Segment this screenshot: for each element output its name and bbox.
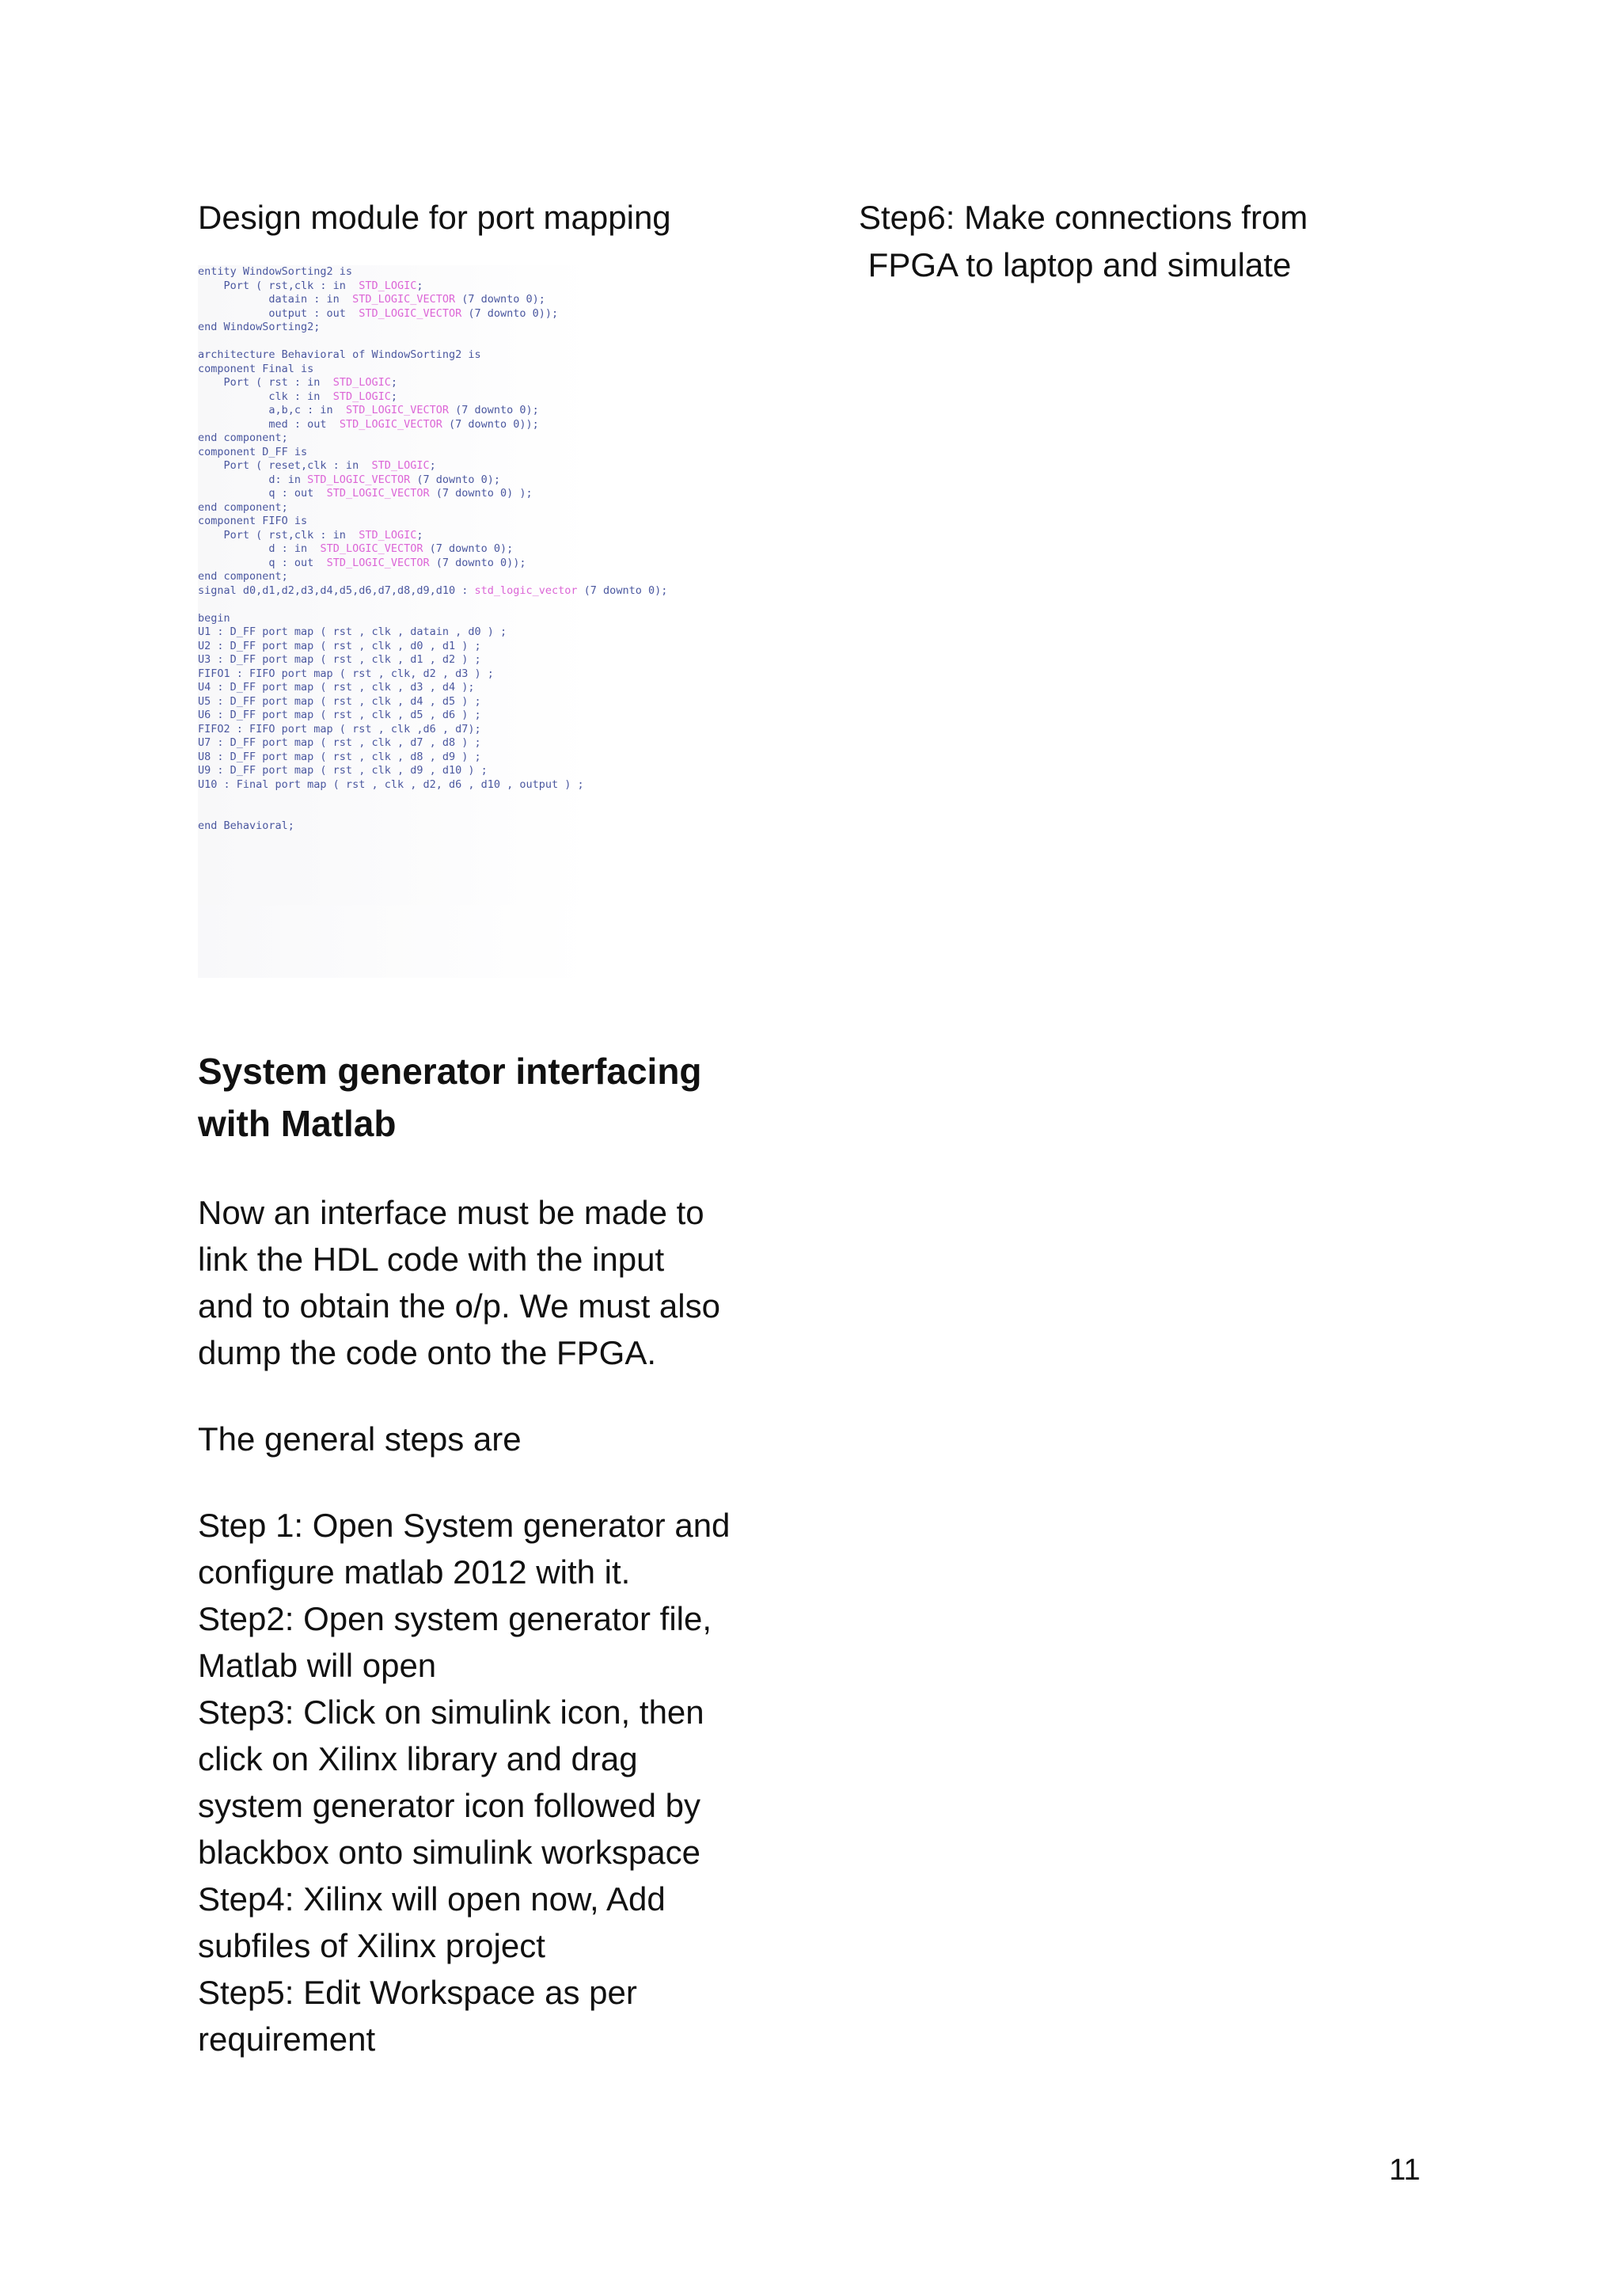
code-line: end Behavioral; [198,819,294,832]
code-line: d : in STD_LOGIC_VECTOR (7 downto 0); [198,542,514,555]
section-heading [198,1045,863,1150]
code-type-token: STD_LOGIC [332,390,391,403]
code-line: component FIFO is [198,515,308,527]
code-line: U8 : D_FF port map ( rst , clk , d8 , d9 ) ; [198,750,481,763]
code-line: a,b,c : in STD_LOGIC_VECTOR (7 downto 0); [198,404,539,416]
steps-list [198,1502,863,2062]
intro-line: dump the code onto the FPGA. [198,1334,657,1371]
code-line: signal d0,d1,d2,d3,d4,d5,d6,d7,d8,d9,d10 : std_logic_vector (7 downto 0); [198,584,668,597]
step6-line-2: FPGA to laptop and simulate [859,246,1292,283]
step-line: blackbox onto simulink workspace [198,1834,700,1871]
left-column [198,194,863,2062]
code-line [198,598,855,612]
code-type-token: STD_LOGIC_VECTOR [352,293,456,306]
code-line: component D_FF is [198,445,308,458]
code-line: FIFO2 : FIFO port map ( rst , clk ,d6 , d7); [198,722,481,736]
vhdl-code-image [198,265,855,978]
code-line: U3 : D_FF port map ( rst , clk , d1 , d2 ) ; [198,653,481,666]
heading-line-2: with Matlab [198,1103,397,1144]
code-line: component Final is [198,362,314,375]
code-line: Port ( rst,clk : in STD_LOGIC; [198,528,423,542]
code-type-token: STD_LOGIC [371,459,430,472]
code-type-token: STD_LOGIC [359,528,417,542]
step-line: Step5: Edit Workspace as per [198,1974,637,2011]
step-line: requirement [198,2020,376,2058]
right-column [859,194,1492,289]
code-line: architecture Behavioral of WindowSorting2 is [198,348,481,361]
code-type-token: STD_LOGIC_VECTOR [307,473,411,486]
intro-line: link the HDL code with the input [198,1241,665,1278]
code-line: U5 : D_FF port map ( rst , clk , d4 , d5 ) ; [198,694,481,708]
code-line: end component; [198,500,288,514]
code-line: U4 : D_FF port map ( rst , clk , d3 , d4 ); [198,681,475,694]
code-line: Port ( rst : in STD_LOGIC; [198,376,397,389]
code-line: end WindowSorting2; [198,321,321,333]
code-line: U6 : D_FF port map ( rst , clk , d5 , d6 ) ; [198,709,481,721]
step-line: system generator icon followed by [198,1787,700,1824]
steps-intro: The general steps are [198,1420,522,1458]
code-line: U2 : D_FF port map ( rst , clk , d0 , d1 ) ; [198,639,481,652]
code-type-token: STD_LOGIC_VECTOR [359,306,462,320]
code-line: end component; [198,570,288,583]
code-line: FIFO1 : FIFO port map ( rst , clk, d2 , d3 ) ; [198,667,494,680]
code-type-token: STD_LOGIC_VECTOR [339,417,442,431]
step-line: configure matlab 2012 with it. [198,1553,631,1591]
code-line: med : out STD_LOGIC_VECTOR (7 downto 0)); [198,417,539,431]
page-number: 11 [1389,2153,1421,2187]
code-line: Port ( reset,clk : in STD_LOGIC; [198,459,436,472]
code-type-token: STD_LOGIC [359,279,417,292]
step-line: Step2: Open system generator file, [198,1600,712,1637]
code-type-token: STD_LOGIC_VECTOR [326,556,430,569]
code-line: U1 : D_FF port map ( rst , clk , datain , d0 ) ; [198,625,507,638]
code-line: q : out STD_LOGIC_VECTOR (7 downto 0) ); [198,487,533,500]
step-line: Matlab will open [198,1647,437,1684]
step-line: Step4: Xilinx will open now, Add [198,1880,666,1918]
code-line: U9 : D_FF port map ( rst , clk , d9 , d10 ) ; [198,764,488,777]
code-line: U10 : Final port map ( rst , clk , d2, d6 , d10 , output ) ; [198,777,584,791]
code-line: begin [198,611,230,625]
step-line: subfiles of Xilinx project [198,1927,545,1964]
step6-line-1: Step6: Make connections from [859,199,1308,236]
code-line: q : out STD_LOGIC_VECTOR (7 downto 0)); [198,556,526,569]
step-line: Step 1: Open System generator and [198,1507,731,1544]
code-type-token: STD_LOGIC_VECTOR [320,542,423,555]
intro-line: Now an interface must be made to [198,1194,704,1231]
intro-paragraph [198,1189,863,1376]
code-line [198,806,855,820]
code-line [198,792,855,806]
intro-line: and to obtain the o/p. We must also [198,1287,720,1325]
code-type-token: STD_LOGIC_VECTOR [326,487,430,500]
code-line: entity WindowSorting2 is [198,265,353,278]
code-line: clk : in STD_LOGIC; [198,390,397,403]
code-line [198,335,855,349]
code-line: end component; [198,431,288,444]
step-line: Step3: Click on simulink icon, then [198,1693,704,1731]
code-type-token: std_logic_vector [474,584,578,597]
code-line: output : out STD_LOGIC_VECTOR (7 downto 0)); [198,306,559,320]
code-type-token: STD_LOGIC [332,376,391,389]
code-line: datain : in STD_LOGIC_VECTOR (7 downto 0); [198,293,545,306]
heading-line-1: System generator interfacing [198,1051,702,1092]
code-line: U7 : D_FF port map ( rst , clk , d7 , d8 ) ; [198,736,481,749]
code-type-token: STD_LOGIC_VECTOR [345,404,449,416]
code-line: Port ( rst,clk : in STD_LOGIC; [198,279,423,292]
step-line: click on Xilinx library and drag [198,1740,638,1777]
code-line: d: in STD_LOGIC_VECTOR (7 downto 0); [198,473,501,486]
code-caption: Design module for port mapping [198,199,671,236]
